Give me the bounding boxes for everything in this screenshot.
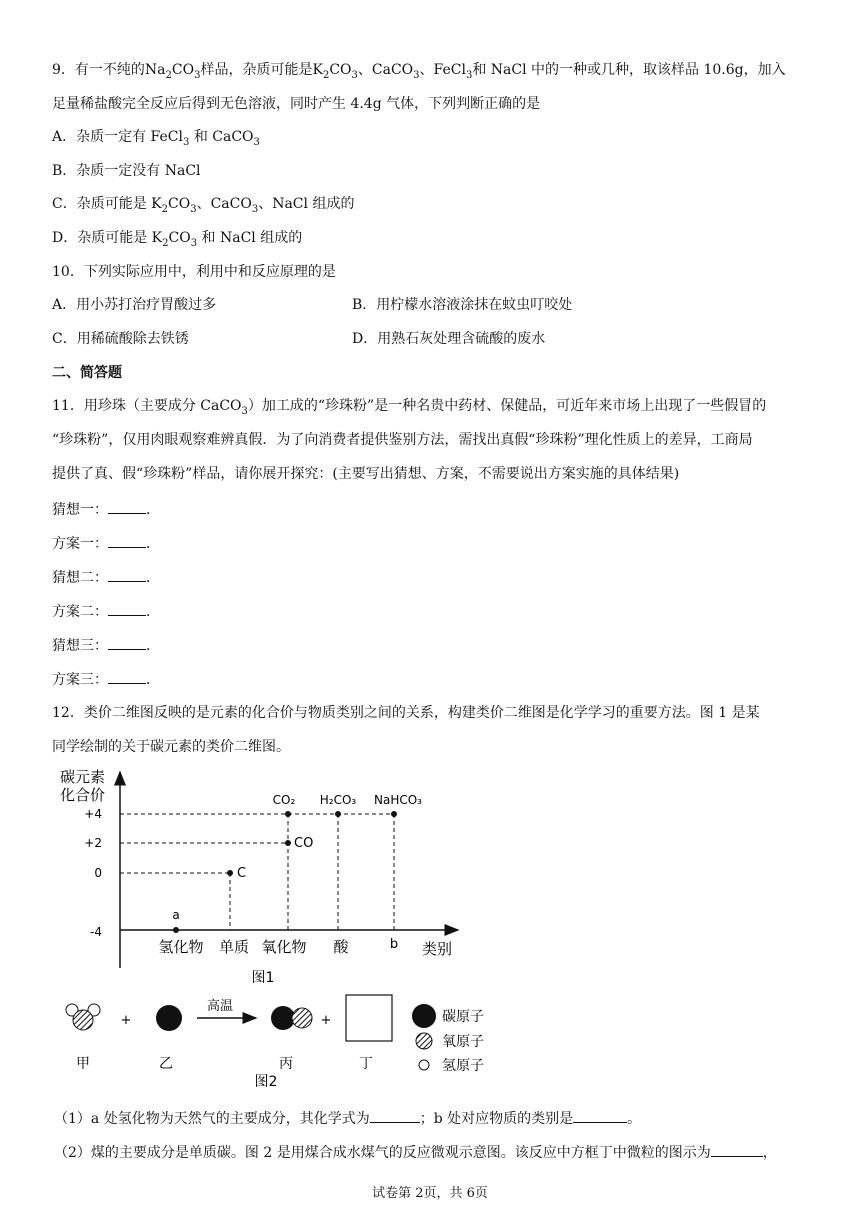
fig1-ytick-0: 0: [94, 866, 102, 880]
molecule-yi: [156, 1005, 182, 1031]
q11-plan-2: 方案二： ．: [52, 601, 160, 622]
q11-stem-line1: 11．用珍珠（主要成分 CaCO$_3$）加工成的“珍珠粉”是一种名贵中药材、保健品，可近年来市场上出现了一些假冒的: [52, 398, 767, 417]
fig1-ytick-minus4: -4: [90, 925, 102, 939]
q11-guess-2: 猜想二： ．: [52, 567, 160, 588]
fig1-caption: 图1: [251, 970, 275, 986]
plus-2: +: [320, 1013, 332, 1028]
fig1-label-co2: CO₂: [272, 793, 296, 807]
fig1-xtick-acid: 酸: [333, 938, 349, 956]
fig1-point-co2: [285, 811, 291, 817]
fig1-xtick-element: 单质: [218, 938, 250, 956]
fig1-ytick-plus4: +4: [84, 807, 102, 821]
fig1-ylabel-1: 碳元素: [60, 768, 106, 786]
page-footer: 试卷第 2页，共 6页: [372, 1186, 488, 1201]
molecule-bing: [271, 1006, 312, 1030]
q11-plan-1: 方案一： ．: [52, 533, 160, 554]
fig1-xtick-oxide: 氧化物: [261, 938, 307, 956]
figure-2-reaction-diagram: [40, 990, 520, 1090]
fig1-label-c: C: [237, 866, 247, 881]
fig1-ytick-plus2: +2: [84, 836, 102, 850]
fig1-guides: [120, 814, 394, 930]
fig1-point-a: [173, 927, 179, 933]
q9-option-a: A．杂质一定有 FeCl$_3$ 和 CaCO$_3$: [52, 129, 260, 148]
q10-option-b: B．用柠檬水溶液涂抹在蚊虫叮咬处: [352, 297, 573, 313]
q9-option-d: D．杂质可能是 $K_2CO_3$ 和 NaCl 组成的: [52, 230, 303, 249]
fig1-label-nahco3: NaHCO₃: [374, 793, 422, 807]
fig1-xtick-hydride: 氢化物: [158, 938, 204, 956]
section-heading: 二、简答题: [52, 365, 122, 381]
q12-part-2: （2）煤的主要成分是单质碳。图 2 是用煤合成水煤气的反应微观示意图。该反应中方框丁中微粒的图示为 ，: [54, 1142, 777, 1163]
fig1-xtick-b: b: [389, 937, 399, 952]
name-yi: 乙: [159, 1056, 173, 1072]
molecule-jia: [66, 1004, 100, 1030]
q9-stem-line1: 9．有一不纯的$Na_2CO_3$样品，杂质可能是$K_2CO_3$、CaCO$_3$、FeCl$_3$和 NaCl 中的一种或几种，取该样品 10.6g，加入: [52, 62, 786, 81]
q9-stem-line2: 足量稀盐酸完全反应后得到无色溶液，同时产生 4.4g 气体，下列判断正确的是: [52, 96, 541, 112]
figure-1-valence-diagram: [40, 762, 480, 990]
legend-hydrogen-label: 氢原子: [442, 1058, 484, 1074]
q12-stem-line2: 同学绘制的关于碳元素的类价二维图。: [52, 739, 290, 755]
q11-plan-3: 方案三： ．: [52, 669, 160, 690]
fig1-label-co: CO: [294, 836, 314, 851]
q10-option-d: D．用熟石灰处理含硫酸的废水: [352, 331, 546, 347]
fig1-ylabel-2: 化合价: [60, 786, 106, 804]
q11-guess-3: 猜想三： ．: [52, 635, 160, 656]
fig1-label-a: a: [172, 908, 180, 922]
legend-oxygen-label: 氧原子: [442, 1034, 484, 1050]
q11-stem-line3: 提供了真、假“珍珠粉”样品，请你展开探究：(主要写出猜想、方案，不需要说出方案实施的具体结果): [52, 466, 680, 482]
name-jia: 甲: [76, 1056, 90, 1072]
legend-hydrogen-symbol: [419, 1060, 429, 1070]
q12-stem-line1: 12．类价二维图反映的是元素的化合价与物质类别之间的关系，构建类价二维图是化学学习的重要方法。图 1 是某: [52, 705, 760, 721]
q10-stem: 10．下列实际应用中，利用中和反应原理的是: [52, 264, 336, 280]
legend-carbon-label: 碳原子: [442, 1009, 484, 1025]
legend-carbon-symbol: [412, 1004, 436, 1028]
q10-option-a: A．用小苏打治疗胃酸过多: [52, 297, 217, 313]
fig1-label-h2co3: H₂CO₃: [319, 793, 357, 807]
q12-part-1: （1）a 处氢化物为天然气的主要成分，其化学式为 ；b 处对应物质的类别是 。: [54, 1108, 641, 1129]
fig1-point-c: [227, 870, 233, 876]
fig1-point-nahco3: [391, 811, 397, 817]
arrow-label: 高温: [206, 999, 234, 1014]
q11-stem-line2: “珍珠粉”，仅用肉眼观察难辨真假．为了向消费者提供鉴别方法，需找出真假“珍珠粉”理化性质上的差异，工商局: [52, 432, 753, 448]
box-ding: [346, 995, 392, 1041]
plus-1: +: [120, 1013, 132, 1028]
name-bing: 丙: [279, 1056, 293, 1072]
fig2-caption: 图2: [254, 1074, 278, 1090]
q9-option-c: C．杂质可能是 $K_2CO_3$、CaCO$_3$、NaCl 组成的: [52, 196, 355, 215]
q10-option-c: C．用稀硫酸除去铁锈: [52, 331, 189, 347]
legend-oxygen-symbol: [416, 1033, 432, 1049]
fig1-point-co: [285, 840, 291, 846]
name-ding: 丁: [359, 1056, 373, 1072]
fig1-xlabel: 类别: [421, 940, 453, 958]
fig1-point-h2co3: [335, 811, 341, 817]
q11-guess-1: 猜想一： ．: [52, 499, 160, 520]
q9-option-b: B．杂质一定没有 NaCl: [52, 163, 201, 179]
